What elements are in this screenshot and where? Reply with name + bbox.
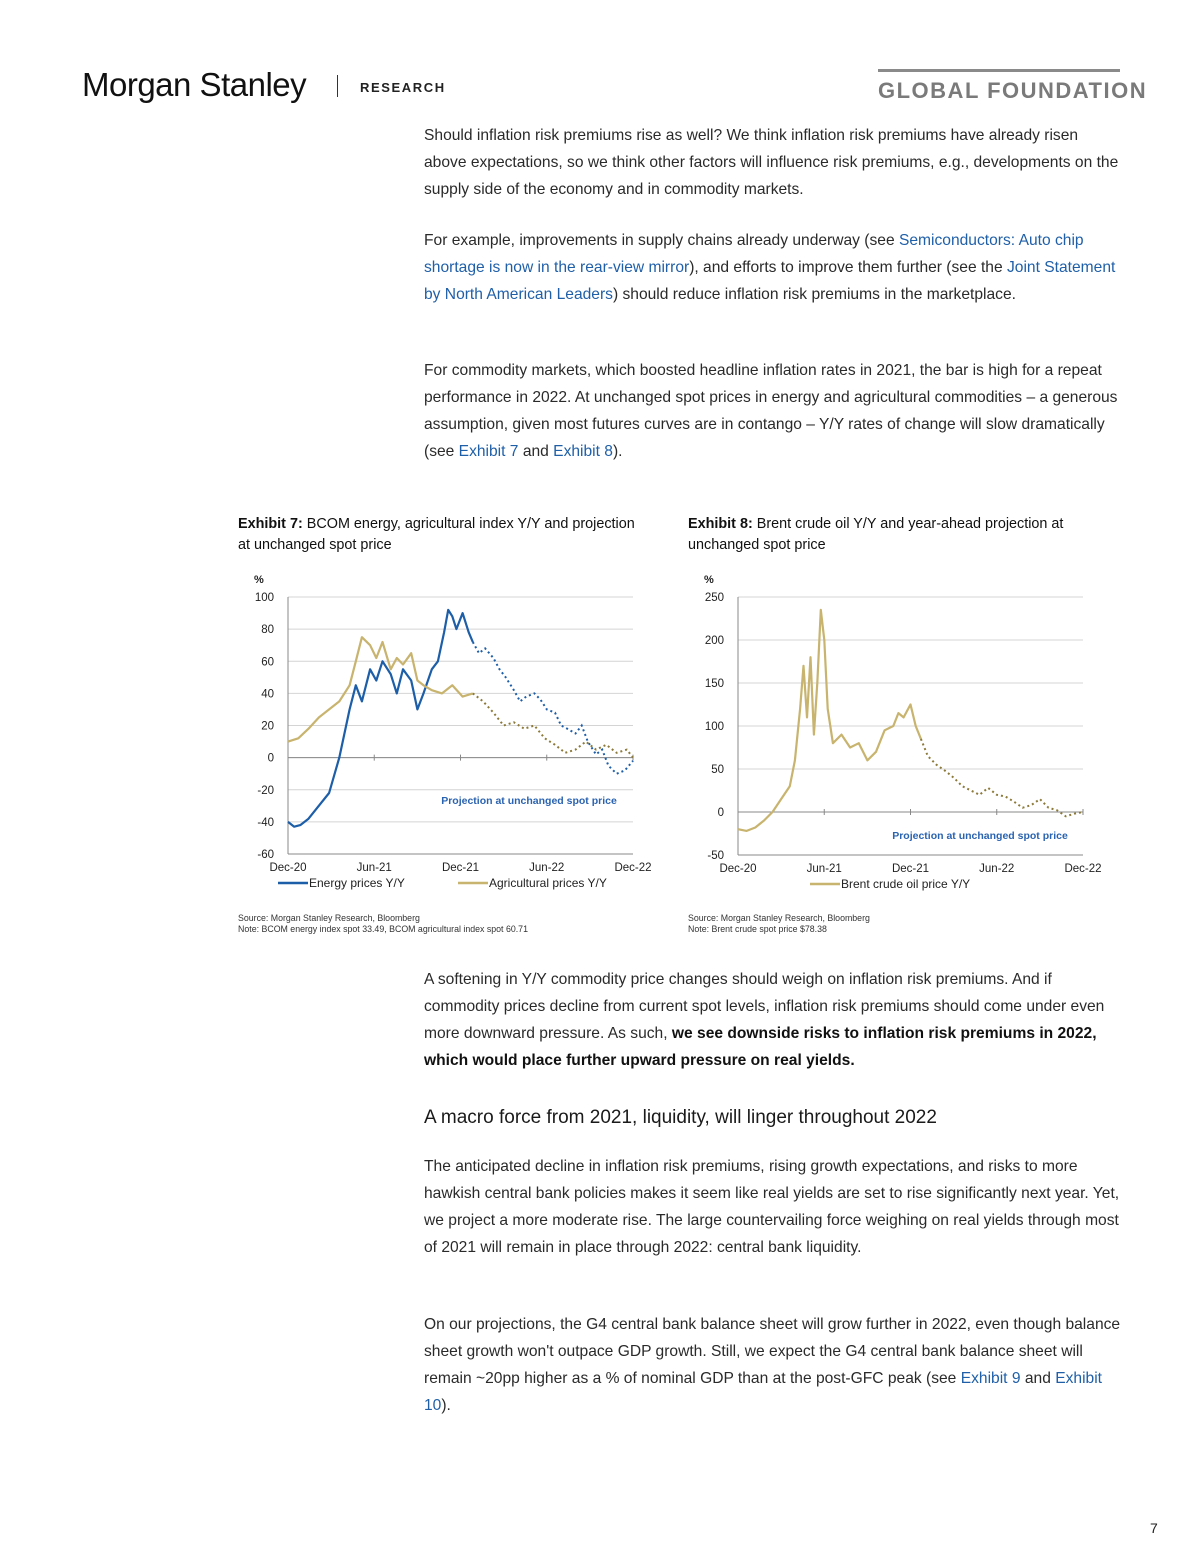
series-line-projection <box>473 642 633 774</box>
y-tick-label: -20 <box>257 784 274 797</box>
x-tick-label: Dec-22 <box>614 862 652 874</box>
exhibit-7-source <box>238 913 528 935</box>
x-tick-label: Jun-22 <box>979 863 1015 875</box>
series-rule <box>878 69 1120 72</box>
y-tick-label: 100 <box>254 592 274 604</box>
x-tick-label: Dec-20 <box>719 863 757 875</box>
exhibit-8-chart <box>688 565 1118 910</box>
paragraph-2-text: For example, improvements in supply chains already underway (see <box>424 232 899 249</box>
exhibit-7-label: Exhibit 7: <box>238 516 303 532</box>
paragraph-6-text: On our projections, the G4 central bank balance sheet will grow further in 2022, even though balance sheet growth won't outpace GDP growth. Still, we expect the G4 central bank balance sheet will remain ~20pp higher as a % of nominal GDP than at the post-GFC peak (see <box>424 1316 1121 1387</box>
paragraph-6-text: and <box>1020 1370 1056 1387</box>
x-tick-label: Dec-22 <box>1064 863 1102 875</box>
page-number: 7 <box>1150 1520 1158 1536</box>
y-tick-label: 40 <box>261 688 274 701</box>
y-tick-label: 200 <box>704 635 724 647</box>
paragraph-3-text: For commodity markets, which boosted headline inflation rates in 2021, the bar is high for a repeat performance in 2022. At unchanged spot prices in energy and agricultural commodities – a generous assumption, given most futures curves are in contango – Y/Y rates of change will slow dramatically (see <box>424 362 1118 460</box>
exhibit-8-source-line: Source: Morgan Stanley Research, Bloomberg <box>688 913 870 923</box>
x-tick-label: Jun-21 <box>806 863 842 875</box>
series-title: GLOBAL FOUNDATION <box>878 78 1148 103</box>
paragraph-4-emphasis: we see downside risks to inflation risk premiums in 2022, which would place further upward pressure on real yields. <box>424 1025 1097 1069</box>
exhibit-10-link[interactable]: Exhibit 10 <box>424 1370 1103 1414</box>
y-tick-label: 150 <box>704 678 724 690</box>
legend-label: Brent crude oil price Y/Y <box>841 877 971 891</box>
paragraph-2-text: ), and efforts to improve them further (see the <box>689 259 1007 276</box>
y-tick-label: -40 <box>257 816 274 829</box>
paragraph-2-text: ) should reduce inflation risk premiums in the marketplace. <box>612 286 1016 303</box>
exhibit-8-source <box>688 913 870 935</box>
exhibit-7-title <box>238 514 638 556</box>
x-tick-label: Dec-21 <box>891 863 930 875</box>
exhibit-8-note: Note: Brent crude spot price $78.38 <box>688 924 827 934</box>
y-tick-label: 100 <box>704 721 724 733</box>
y-tick-label: 0 <box>717 807 724 819</box>
x-tick-label: Jun-22 <box>529 862 565 874</box>
legend-label: Agricultural prices Y/Y <box>489 876 607 890</box>
y-tick-label: -60 <box>257 849 274 861</box>
paragraph-6-text: ). <box>441 1397 451 1414</box>
y-axis-unit: % <box>254 574 264 586</box>
series-line-projection <box>921 739 1083 816</box>
paragraph-3 <box>424 357 1124 465</box>
exhibit-8-link[interactable]: Exhibit 8 <box>553 443 613 460</box>
exhibit-7-caption: BCOM energy, agricultural index Y/Y and projection at unchanged spot price <box>238 516 635 553</box>
section-label: RESEARCH <box>360 80 446 95</box>
brand-logo: Morgan Stanley <box>82 66 307 103</box>
y-tick-label: 0 <box>267 752 274 765</box>
y-tick-label: 250 <box>704 592 724 604</box>
exhibit-7-chart <box>238 565 668 910</box>
exhibit-9-link[interactable]: Exhibit 9 <box>960 1370 1021 1387</box>
exhibit-8-title <box>688 514 1108 556</box>
paragraph-1: Should inflation risk premiums rise as well? We think inflation risk premiums have already risen above expectations, so we think other factors will influence risk premiums, e.g., developments on the supply side of the economy and in commodity markets. <box>424 127 1119 198</box>
paragraph-4 <box>424 966 1124 1074</box>
exhibit-7-note: Note: BCOM energy index spot 33.49, BCOM agricultural index spot 60.71 <box>238 924 528 934</box>
y-tick-label: -50 <box>707 850 724 862</box>
joint-statement-link[interactable]: Joint Statement by North American Leaders <box>424 259 1116 303</box>
projection-annotation: Projection at unchanged spot price <box>441 795 617 807</box>
legend-label: Energy prices Y/Y <box>309 876 405 890</box>
y-tick-label: 60 <box>261 656 274 669</box>
paragraph-2 <box>424 227 1124 308</box>
paragraph-3-text: and <box>518 443 554 460</box>
brand-divider <box>337 75 338 97</box>
paragraph-4-text: A softening in Y/Y commodity price changes should weigh on inflation risk premiums. And if commodity prices decline from current spot levels, inflation risk premiums should come under even more downward pressure. As such, <box>424 971 1105 1042</box>
exhibit-8-label: Exhibit 8: <box>688 516 753 532</box>
series-line-actual <box>738 610 921 831</box>
exhibit-7-link[interactable]: Exhibit 7 <box>458 443 519 460</box>
paragraph-6 <box>424 1311 1124 1419</box>
exhibit-8-caption: Brent crude oil Y/Y and year-ahead projection at unchanged spot price <box>688 516 1064 553</box>
paragraph-3-text: ). <box>612 443 623 460</box>
y-axis-unit: % <box>704 574 714 586</box>
y-tick-label: 80 <box>261 624 274 637</box>
x-tick-label: Dec-21 <box>441 862 480 874</box>
y-tick-label: 20 <box>261 720 274 733</box>
paragraph-5: The anticipated decline in inflation risk premiums, rising growth expectations, and risks to more hawkish central bank policies makes it seem like real yields are set to rise significantly next year. Yet, we project a more moderate rise. The large countervailing force weighing on real yields through most of 2021 will remain in place through 2022: central bank liquidity. <box>424 1158 1120 1256</box>
section-heading: A macro force from 2021, liquidity, will linger throughout 2022 <box>424 1107 937 1128</box>
x-tick-label: Jun-21 <box>356 862 392 874</box>
y-tick-label: 50 <box>711 764 724 776</box>
exhibit-7-source-line: Source: Morgan Stanley Research, Bloomberg <box>238 913 420 923</box>
semiconductors-link[interactable]: Semiconductors: Auto chip shortage is now in the rear-view mirror <box>424 232 1084 276</box>
x-tick-label: Dec-20 <box>269 862 307 874</box>
projection-annotation: Projection at unchanged spot price <box>892 830 1068 842</box>
